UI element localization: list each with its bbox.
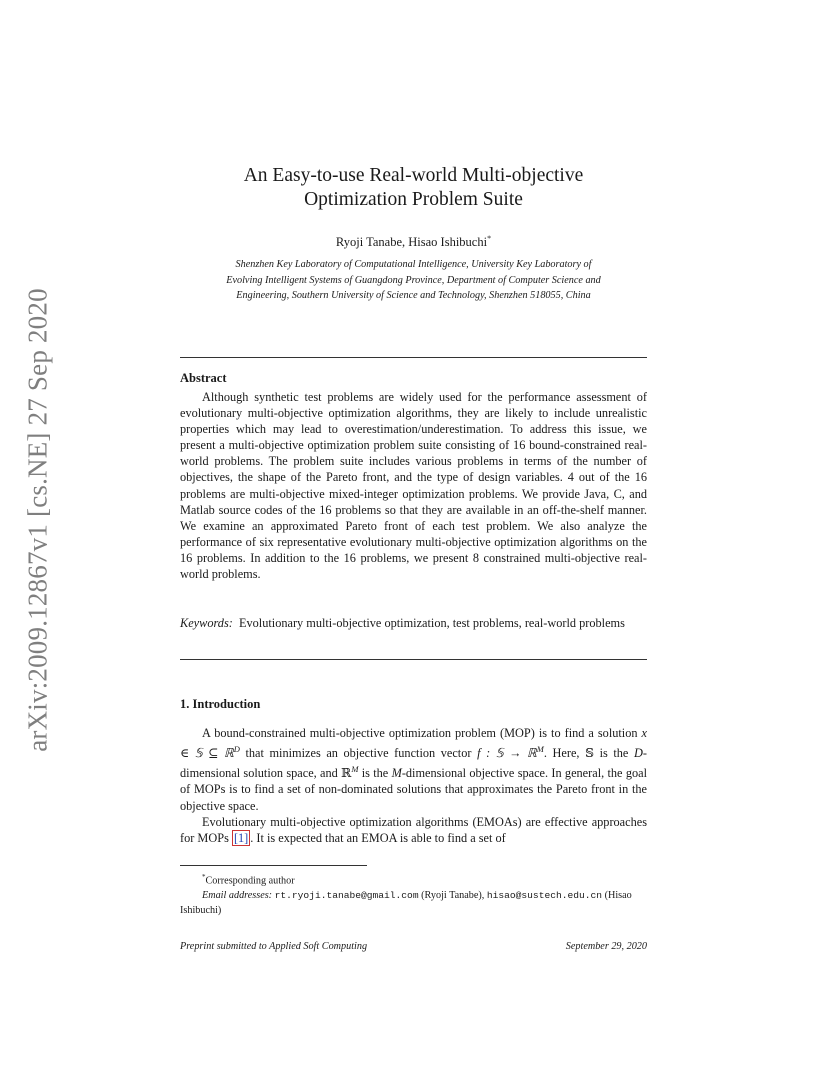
citation-link-1[interactable]: [1] [233,830,249,845]
footnote [180,870,647,918]
abstract-text: Although synthetic test problems are widely used for the performance assessment of evolutionary multi-objective optimization algorithms, they are likely to include unrealistic properties which may lead to overestimation/underestimation. To address this issue, we present a multi-objective optimization problem suite consisting of 16 bound-constrained real-world problems. The problem suite includes various problems in terms of the number of objectives, the shape of the Pareto front, and the type of design variables. 4 out of the 16 problems are multi-objective mixed-integer optimization problems. We provide Java, C, and Matlab source codes of the 16 problems so that they are available in an off-the-shelf manner. We examine an approximated Pareto front of each test problem. We also analyze the performance of six representative evolutionary multi-objective optimization algorithms on the 16 problems. In addition to the 16 problems, we present 8 constrained multi-objective real-world problems. [180,390,647,582]
math-sup-d: D [233,744,240,755]
footnote-rule [180,865,367,866]
footer-journal: Preprint submitted to Applied Soft Computing [180,941,368,952]
affiliation-line-3: Engineering, Southern University of Science and Technology, Shenzhen 518055, China [236,290,591,302]
intro-p2-text-a: Evolutionary multi-objective optimization algorithms (EMOAs) are effective approaches for MOPs [180,814,647,845]
math-objective-vector: f : 𝕊 → ℝ [477,746,537,761]
intro-p2-text-b: . It is expected that an EMOA is able to find a set of [250,830,506,845]
abstract-heading: Abstract [180,371,227,385]
math-sup-m-2: M [351,764,359,775]
intro-p1-text-e: is the [358,766,392,781]
email-name-ishibuchi: (Hisao Ishibuchi) [180,889,632,916]
abstract-bottom-rule [180,659,647,660]
email-name-tanabe: (Ryoji Tanabe), [421,889,485,901]
affiliation-line-2: Evolving Intelligent Systems of Guangdong Province, Department of Computer Science and [226,274,601,286]
email-link-tanabe[interactable]: rt.ryoji.tanabe@gmail.com [274,889,419,901]
footnote-emails [180,889,647,918]
section-heading-introduction: 1. Introduction [180,697,261,711]
intro-p1-text-c: . Here, 𝕊 is the [543,746,634,761]
math-solution-space: x ∈ 𝕊 ⊆ ℝ [180,726,647,761]
intro-p1-text-f: -dimensional objective space. In general, the goal of MOPs is to find a set of non-dominated solutions that approximates the Pareto front in the objective space. [180,766,647,813]
intro-p1-text-a: A bound-constrained multi-objective optimization problem (MOP) is to find a solution [202,726,642,740]
email-label: Email addresses: [202,889,273,901]
footnote-corresponding [180,870,647,889]
email-link-ishibuchi[interactable]: hisao@sustech.edu.cn [486,889,603,901]
affiliation-line-1: Shenzhen Key Laboratory of Computational Intelligence, University Key Laboratory of [235,259,592,270]
title-line-2: Optimization Problem Suite [304,189,523,210]
intro-paragraph-2 [180,814,647,846]
keywords-text: Evolutionary multi-objective optimization, test problems, real-world problems [238,616,625,630]
page-footer [180,941,647,952]
author-names: Ryoji Tanabe, Hisao Ishibuchi [335,235,488,250]
author-footnote-mark: * [487,234,492,243]
authors [180,234,647,250]
introduction-body [180,725,647,846]
paper-title [180,164,647,212]
arxiv-stamp-text: arXiv:2009.12867v1 [cs.NE] 27 Sep 2020 [22,288,53,752]
title-line-1: An Easy-to-use Real-world Multi-objective [243,165,584,186]
affiliation [180,257,647,304]
keywords-label: Keywords: [180,616,233,630]
keywords [180,615,647,631]
intro-p1-text-b: that minimizes an objective function vector [239,746,478,761]
math-sup-m: M [536,744,544,755]
math-var-d: D [633,746,643,761]
footnote-mark: * [202,873,206,881]
footnote-corresponding-text: Corresponding author [205,875,295,887]
math-var-m: M [391,766,402,781]
arxiv-side-stamp [22,283,54,758]
intro-paragraph-1 [180,725,647,814]
abstract-top-rule [180,357,647,358]
intro-p1-text-d: -dimensional solution space, and ℝ [180,746,647,781]
footer-date: September 29, 2020 [565,941,647,952]
